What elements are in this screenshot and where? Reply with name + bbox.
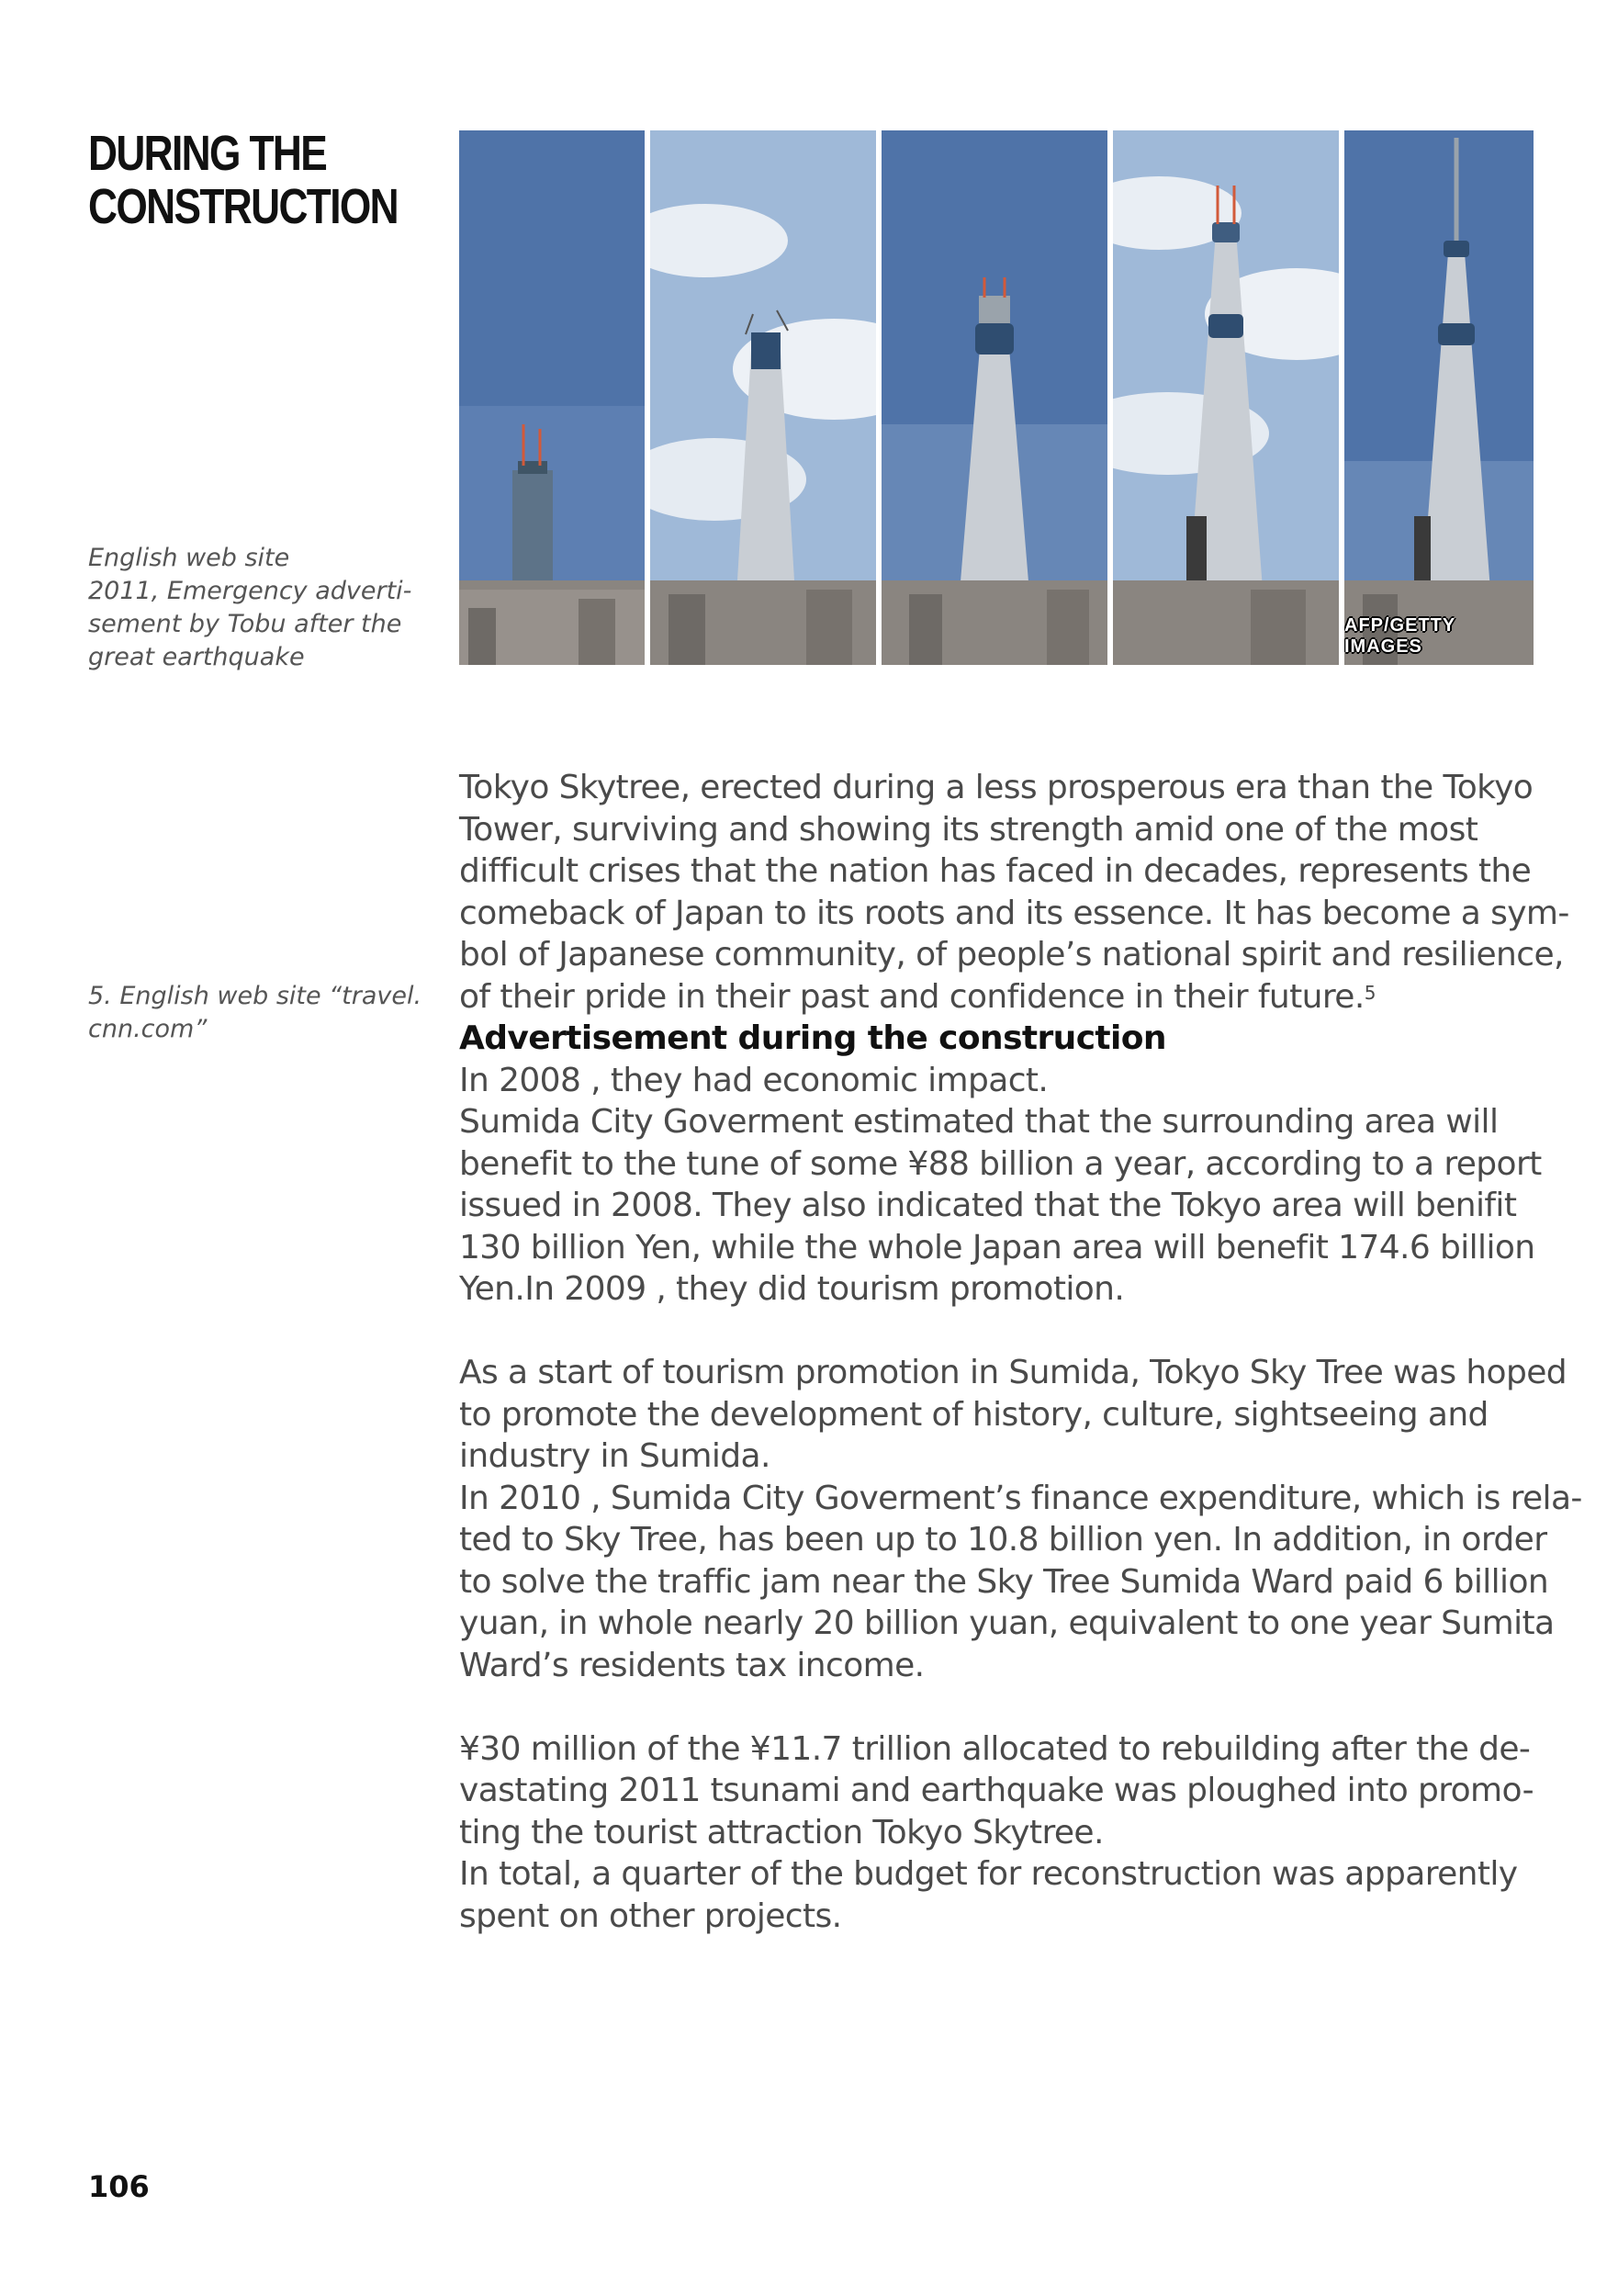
text-line: 130 billion Yen, while the whole Japan area will benefit 174.6 billion: [459, 1228, 1535, 1266]
photo-panel-observation-deck: [882, 130, 1107, 665]
footnote-marker: 5: [1364, 981, 1376, 1004]
text-line: In 2010 , Sumida City Goverment’s finance expenditure, which is rela-: [459, 1479, 1582, 1517]
text-line: spent on other projects.: [459, 1896, 842, 1935]
text-line: bol of Japanese community, of people’s national spirit and resilience,: [459, 936, 1564, 974]
text-line: In 2008 , they had economic impact.: [459, 1061, 1049, 1099]
photo-credit: AFP/GETTY IMAGES: [1344, 615, 1455, 657]
text-line: comeback of Japan to its roots and its essence. It has become a sym-: [459, 894, 1569, 932]
photo-panel-early: [459, 130, 645, 665]
tower-photo-complete: [1344, 130, 1534, 665]
text-line: industry in Sumida.: [459, 1437, 770, 1475]
text-line: Tower, surviving and showing its strength amid one of the most: [459, 810, 1478, 849]
paragraph-budget: [459, 1728, 1543, 1938]
text-line: Yen.In 2009 , they did tourism promotion.: [459, 1270, 1125, 1308]
paragraph-2008: [459, 1060, 1543, 1311]
footnote-5: [88, 980, 422, 1046]
tower-photo-near-complete: [1113, 130, 1339, 665]
tower-photo-half: [650, 130, 876, 665]
main-text: [459, 767, 1582, 1937]
footnote-line: 5. English web site “travel.: [88, 982, 422, 1010]
photo-panel-complete: [1344, 130, 1534, 665]
image-caption-line: great earthquake: [88, 643, 305, 671]
text-line: benefit to the tune of some ¥88 billion a year, according to a report: [459, 1144, 1542, 1183]
text-line: As a start of tourism promotion in Sumida, Tokyo Sky Tree was hoped: [459, 1354, 1567, 1391]
image-caption: [88, 542, 419, 674]
section-title-line-1: DURING THE: [88, 126, 327, 181]
text-line: Ward’s residents tax income.: [459, 1646, 925, 1684]
text-line: Tokyo Skytree, erected during a less prosperous era than the Tokyo: [459, 769, 1534, 806]
image-caption-line: 2011, Emergency adverti-: [88, 577, 412, 605]
construction-photo-strip: [459, 130, 1534, 665]
text-line: difficult crises that the nation has faced in decades, represents the: [459, 852, 1532, 890]
photo-panel-half: [650, 130, 876, 665]
image-caption-line: English web site: [88, 544, 290, 572]
text-line: [459, 976, 1543, 1019]
text-line: issued in 2008. They also indicated that the Tokyo area will benifit: [459, 1187, 1517, 1224]
text-line: to promote the development of history, culture, sightseeing and: [459, 1395, 1489, 1434]
text-line: In total, a quarter of the budget for reconstruction was apparently: [459, 1855, 1518, 1893]
text-line: ting the tourist attraction Tokyo Skytree.: [459, 1813, 1104, 1851]
tower-photo-observation-deck: [882, 130, 1107, 665]
text-line: ¥30 million of the ¥11.7 trillion allocated to rebuilding after the de-: [459, 1729, 1531, 1768]
text-line: yuan, in whole nearly 20 billion yuan, equivalent to one year Sumita: [459, 1604, 1555, 1642]
footnote-line: cnn.com”: [88, 1015, 208, 1043]
subheading: Advertisement during the construction: [459, 1019, 1166, 1057]
photo-panel-near-complete: [1113, 130, 1339, 665]
text-line: ted to Sky Tree, has been up to 10.8 billion yen. In addition, in order: [459, 1521, 1547, 1559]
tower-photo-early: [459, 130, 645, 665]
text-line-content: of their pride in their past and confidence in their future.: [459, 977, 1365, 1016]
text-line: vastating 2011 tsunami and earthquake was ploughed into promo-: [459, 1772, 1534, 1809]
text-line: to solve the traffic jam near the Sky Tree Sumida Ward paid 6 billion: [459, 1562, 1549, 1601]
image-caption-line: sement by Tobu after the: [88, 610, 402, 638]
paragraph-tourism: [459, 1352, 1582, 1686]
section-title: [88, 127, 398, 233]
section-title-line-2: CONSTRUCTION: [88, 179, 399, 234]
text-line: Sumida City Goverment estimated that the surrounding area will: [459, 1103, 1499, 1141]
page-number: 106: [88, 2169, 150, 2204]
intro-paragraph: [459, 767, 1569, 1018]
